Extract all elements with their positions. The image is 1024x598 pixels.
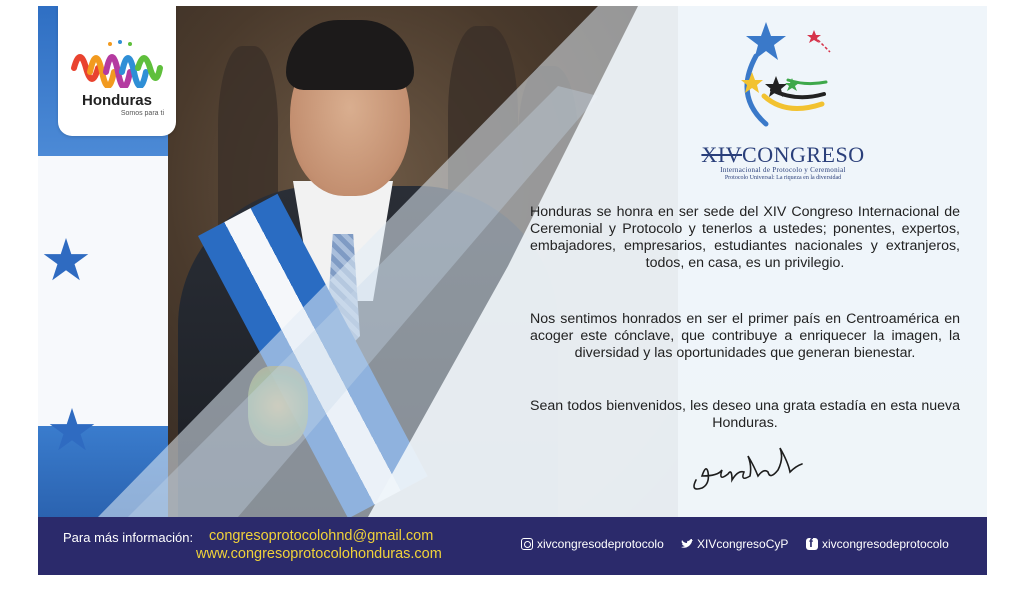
twitter-icon [681, 539, 693, 549]
congress-title [678, 142, 888, 168]
congress-subtitle: Internacional de Protocolo y Ceremonial [720, 166, 846, 174]
congress-word: CONGRESO [742, 142, 865, 167]
handwritten-signature [688, 436, 808, 496]
star-icon: ★ [46, 396, 98, 464]
star-icon [741, 72, 763, 93]
star-icon [746, 22, 786, 60]
congress-motto: Protocolo Universal: La riqueza en la diversidad [724, 175, 842, 181]
facebook-icon [806, 538, 818, 550]
instagram-link[interactable] [521, 537, 664, 551]
congress-stars-logo [726, 16, 836, 136]
honduras-brand-logo [58, 6, 176, 136]
twitter-link[interactable] [681, 537, 788, 551]
congress-poster [38, 6, 987, 575]
footer-website-link[interactable]: www.congresoprotocolohonduras.com [196, 546, 442, 562]
brand-tagline: Somos para ti [120, 110, 164, 117]
congress-numeral: XIV [701, 142, 743, 167]
facebook-link[interactable] [806, 537, 949, 551]
honduras-waves-icon [70, 38, 164, 88]
footer-email-link[interactable]: congresoprotocolohnd@gmail.com [209, 528, 434, 544]
star-icon: ★ [40, 226, 92, 294]
footer-info-label: Para más información: [63, 530, 194, 545]
twitter-handle: XIVcongresoCyP [697, 537, 789, 551]
message-paragraph-3: Sean todos bienvenidos, les deseo una grata estadía en esta nueva Honduras. [530, 398, 960, 431]
facebook-handle: xivcongresodeprotocolo [822, 537, 949, 551]
message-paragraph-1: Honduras se honra en ser sede del XIV Congreso Internacional de Ceremonial y Protocolo y tenerlos a ustedes; ponentes, expertos, embajadores, empresarios, estudiantes nacionales y extranjeros, todos, en casa, es un privilegio. [530, 204, 960, 271]
instagram-icon [521, 538, 533, 550]
brand-name: Honduras [81, 92, 152, 109]
footer-bar [38, 517, 987, 575]
instagram-handle: xivcongresodeprotocolo [537, 537, 664, 551]
message-paragraph-2: Nos sentimos honrados en ser el primer país en Centroamérica en acoger este cónclave, que contribuye a enriquecer la imagen, la diversidad y las oportunidades que generan bienestar. [530, 311, 960, 361]
